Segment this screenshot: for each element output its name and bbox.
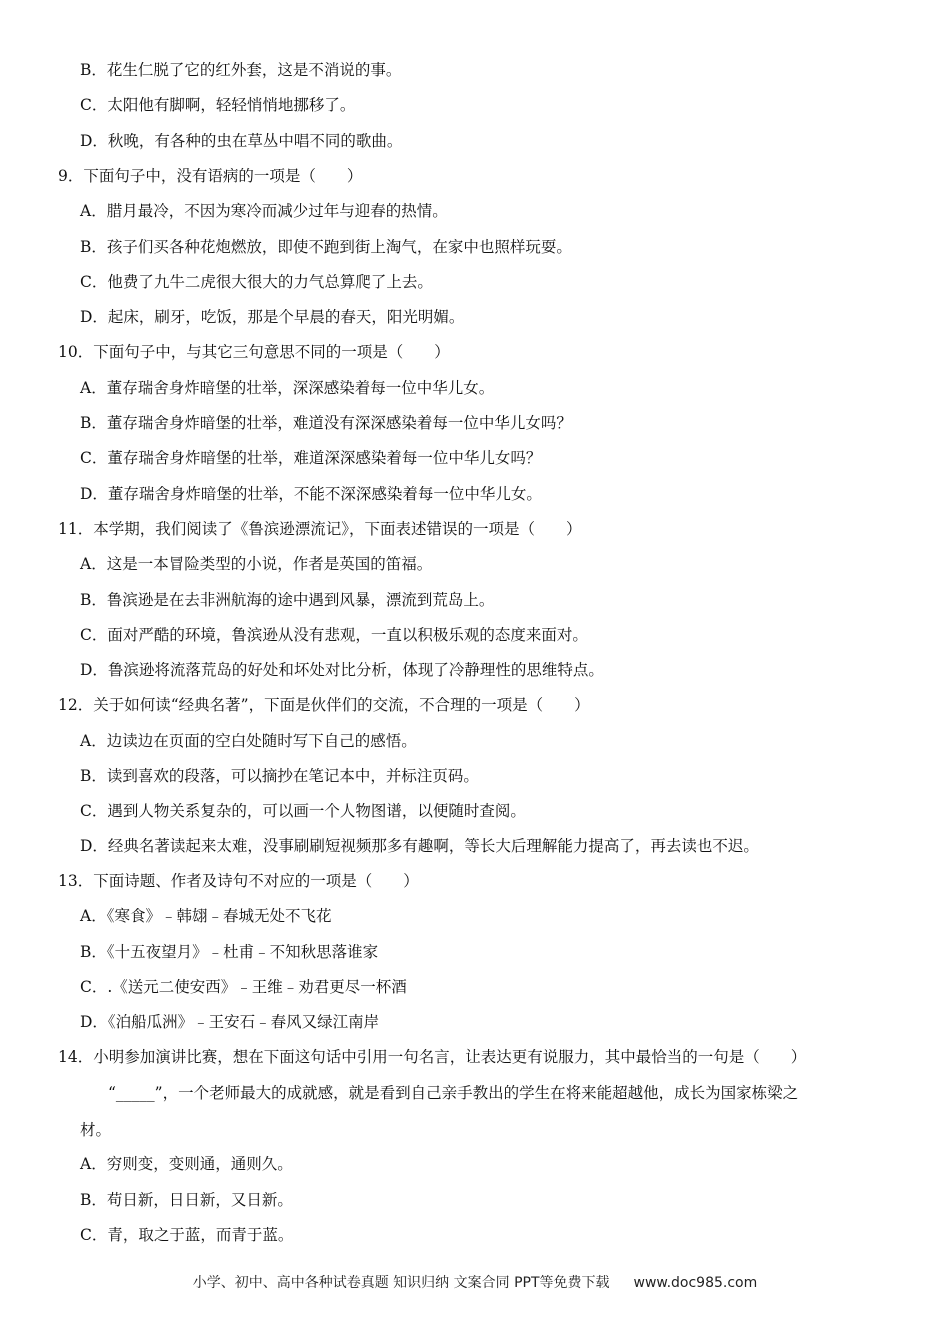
- q12-option-b: B．读到喜欢的段落，可以摘抄在笔记本中，并标注页码。: [80, 767, 479, 785]
- footer-site-link[interactable]: www.doc985.com: [633, 1275, 758, 1291]
- question-12: 12．关于如何读“经典名著”，下面是伙伴们的交流，不合理的一项是（ ）: [58, 696, 590, 714]
- q14-option-a: A．穷则变，变则通，通则久。: [80, 1155, 293, 1173]
- q12-option-d: D．经典名著读起来太难，没事刷刷短视频那多有趣啊，等长大后理解能力提高了，再去读也不迟。: [80, 837, 759, 855]
- q14-quote: “_____”，一个老师最大的成就感，就是看到自己亲手教出的学生在将来能超越他，成长为国家栋梁之: [108, 1084, 799, 1102]
- q8-option-d: D．秋晚，有各种的虫在草丛中唱不同的歌曲。: [80, 132, 403, 150]
- q9-option-a: A．腊月最冷，不因为寒冷而减少过年与迎春的热情。: [80, 202, 448, 220]
- q10-option-a: A．董存瑞舍身炸暗堡的壮举，深深感染着每一位中华儿女。: [80, 379, 495, 397]
- q10-option-b: B．董存瑞舍身炸暗堡的壮举，难道没有深深感染着每一位中华儿女吗？: [80, 414, 572, 432]
- q11-option-b: B．鲁滨逊是在去非洲航海的途中遇到风暴，漂流到荒岛上。: [80, 591, 495, 609]
- page-footer: [0, 1272, 950, 1292]
- question-10: 10．下面句子中，与其它三句意思不同的一项是（ ）: [58, 343, 450, 361]
- q14-option-c: C．青，取之于蓝，而青于蓝。: [80, 1226, 294, 1244]
- q13-option-d: D．《泊船瓜洲》﹣王安石﹣春风又绿江南岸: [80, 1013, 380, 1031]
- question-11: 11．本学期，我们阅读了《鲁滨逊漂流记》，下面表述错误的一项是（ ）: [58, 520, 582, 538]
- q11-option-c: C．面对严酷的环境，鲁滨逊从没有悲观，一直以积极乐观的态度来面对。: [80, 626, 588, 644]
- question-9: 9．下面句子中，没有语病的一项是（ ）: [58, 167, 363, 185]
- q13-option-b: B．《十五夜望月》﹣杜甫﹣不知秋思落谁家: [80, 943, 379, 961]
- q10-option-c: C．董存瑞舍身炸暗堡的壮举，难道深深感染着每一位中华儿女吗？: [80, 449, 542, 467]
- q8-option-b: B．花生仁脱了它的红外套，这是不消说的事。: [80, 61, 402, 79]
- q12-option-c: C．遇到人物关系复杂的，可以画一个人物图谱，以便随时查阅。: [80, 802, 526, 820]
- q12-option-a: A．边读边在页面的空白处随时写下自己的感悟。: [80, 732, 417, 750]
- question-14: 14．小明参加演讲比赛，想在下面这句话中引用一句名言，让表达更有说服力，其中最恰当的一句是（ ）: [58, 1048, 807, 1066]
- q14-quote-continued: 材。: [80, 1121, 112, 1139]
- q13-option-c: C．.《送元二使安西》﹣王维﹣劝君更尽一杯酒: [80, 978, 407, 996]
- q10-option-d: D．董存瑞舍身炸暗堡的壮举，不能不深深感染着每一位中华儿女。: [80, 485, 542, 503]
- q9-option-d: D．起床，刷牙，吃饭，那是个早晨的春天，阳光明媚。: [80, 308, 465, 326]
- footer-text: 小学、初中、高中各种试卷真题 知识归纳 文案合同 PPT等免费下载: [192, 1275, 610, 1291]
- q9-option-b: B．孩子们买各种花炮燃放，即使不跑到街上淘气，在家中也照样玩耍。: [80, 238, 572, 256]
- q13-option-a: A．《寒食》﹣韩翃﹣春城无处不飞花: [80, 907, 332, 925]
- q11-option-a: A．这是一本冒险类型的小说，作者是英国的笛福。: [80, 555, 433, 573]
- q11-option-d: D．鲁滨逊将流落荒岛的好处和坏处对比分析，体现了冷静理性的思维特点。: [80, 661, 604, 679]
- q9-option-c: C．他费了九牛二虎很大很大的力气总算爬了上去。: [80, 273, 433, 291]
- q14-option-b: B．苟日新，日日新，又日新。: [80, 1191, 293, 1209]
- question-13: 13．下面诗题、作者及诗句不对应的一项是（ ）: [58, 872, 419, 890]
- q8-option-c: C．太阳他有脚啊，轻轻悄悄地挪移了。: [80, 96, 356, 114]
